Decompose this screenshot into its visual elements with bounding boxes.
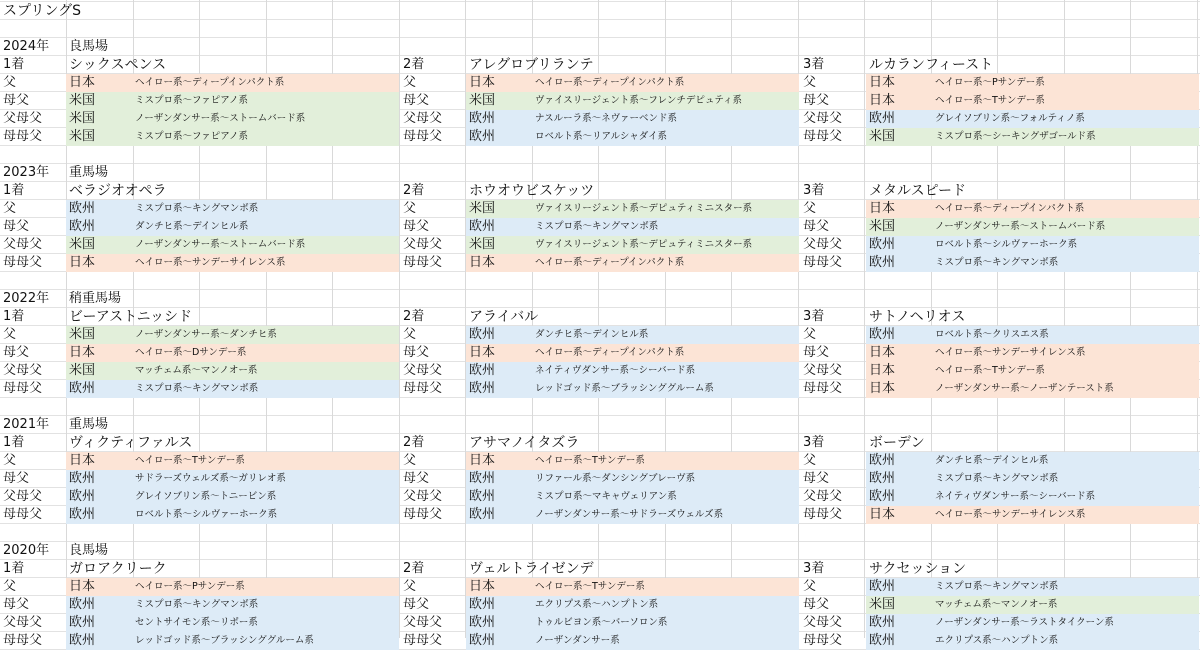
placing-label: 2着	[403, 435, 425, 450]
region-cell: 欧州	[869, 615, 896, 630]
region-cell: 欧州	[69, 219, 96, 234]
region-cell: 日本	[869, 75, 896, 90]
region-cell: 日本	[469, 75, 496, 90]
sire-line-cell: ダンチヒ系～デインヒル系	[935, 455, 1049, 466]
pedigree-relation: 母父	[403, 345, 430, 360]
sire-line-cell: サドラーズウェルズ系～ガリレオ系	[135, 473, 286, 484]
region-cell: 欧州	[869, 633, 896, 648]
track-condition: 重馬場	[69, 417, 109, 432]
region-cell: 欧州	[69, 597, 96, 612]
placing-label: 2着	[403, 183, 425, 198]
region-cell: 欧州	[869, 111, 896, 126]
sire-line-cell: ロベルト系～リアルシャダイ系	[535, 131, 668, 142]
pedigree-relation: 父	[3, 327, 17, 342]
pedigree-relation: 母母父	[803, 255, 843, 270]
pedigree-relation: 母母父	[3, 255, 43, 270]
pedigree-relation: 父	[403, 579, 417, 594]
pedigree-relation: 父母父	[3, 363, 43, 378]
sire-line-cell: ネイティヴダンサー系～シーバード系	[535, 365, 696, 376]
track-condition: 良馬場	[69, 39, 109, 54]
horse-name: ルカランフィースト	[869, 57, 994, 73]
region-cell: 日本	[69, 453, 96, 468]
pedigree-relation: 母父	[403, 597, 430, 612]
placing-label: 3着	[803, 561, 825, 576]
row-gridline	[0, 289, 1200, 290]
sire-line-cell: ミスプロ系～キングマンボ系	[935, 581, 1059, 592]
horse-name: ガロアクリーク	[69, 561, 167, 577]
sire-line-cell: ミスプロ系～キングマンボ系	[135, 599, 259, 610]
pedigree-relation: 母父	[803, 93, 830, 108]
pedigree-relation: 父	[803, 201, 817, 216]
sire-line-cell: ダンチヒ系～デインヒル系	[535, 329, 649, 340]
pedigree-relation: 父	[803, 453, 817, 468]
region-cell: 日本	[869, 93, 896, 108]
horse-name: アレグロブリランテ	[469, 57, 594, 73]
sire-line-cell: ナスルーラ系～ネヴァーベンド系	[535, 113, 678, 124]
pedigree-relation: 父母父	[3, 237, 43, 252]
sire-line-cell: レッドゴッド系～ブラッシンググルーム系	[135, 635, 314, 646]
region-cell: 欧州	[869, 471, 896, 486]
region-cell: 米国	[69, 129, 96, 144]
year-label: 2020年	[3, 543, 50, 558]
region-cell: 欧州	[469, 363, 496, 378]
sire-line-cell: ヘイロー系～Tサンデー系	[935, 365, 1045, 376]
horse-name: サトノヘリオス	[869, 309, 966, 325]
pedigree-relation: 母父	[3, 471, 30, 486]
horse-name: ホウオウビスケッツ	[469, 183, 595, 199]
sire-line-cell: ロベルト系～クリスエス系	[935, 329, 1049, 340]
sire-line-cell: リファール系～ダンシングブレーヴ系	[535, 473, 696, 484]
sire-line-cell: ヘイロー系～Pサンデー系	[135, 581, 245, 592]
placing-label: 3着	[803, 435, 825, 450]
pedigree-relation: 父母父	[403, 363, 443, 378]
region-cell: 日本	[469, 255, 496, 270]
placing-label: 1着	[3, 435, 25, 450]
region-cell: 欧州	[469, 381, 496, 396]
pedigree-relation: 母父	[803, 471, 830, 486]
sire-line-cell: ヘイロー系～Tサンデー系	[535, 581, 645, 592]
placing-label: 2着	[403, 57, 425, 72]
pedigree-relation: 父母父	[403, 489, 443, 504]
pedigree-relation: 母父	[3, 93, 30, 108]
sire-line-cell: ヘイロー系～Pサンデー系	[935, 77, 1045, 88]
region-cell: 日本	[69, 579, 96, 594]
row-gridline	[0, 19, 1200, 20]
pedigree-relation: 母母父	[803, 381, 843, 396]
region-cell: 日本	[869, 363, 896, 378]
pedigree-relation: 父	[3, 579, 17, 594]
sire-line-cell: ノーザンダンサー系	[535, 635, 620, 646]
sire-line-cell: マッチェム系～マンノオー系	[935, 599, 1058, 610]
pedigree-relation: 父母父	[803, 615, 843, 630]
sire-line-cell: ヘイロー系～ディープインパクト系	[535, 347, 685, 358]
region-cell: 米国	[69, 363, 96, 378]
pedigree-relation: 母母父	[3, 129, 43, 144]
pedigree-relation: 父母父	[403, 111, 443, 126]
pedigree-relation: 母母父	[403, 255, 443, 270]
sire-line-cell: ヘイロー系～ディープインパクト系	[135, 77, 285, 88]
sire-line-cell: ミスプロ系～キングマンボ系	[935, 257, 1059, 268]
sire-line-cell: ロベルト系～シルヴァーホーク系	[135, 509, 278, 520]
horse-name: ヴィクティファルス	[69, 435, 193, 451]
pedigree-relation: 母父	[803, 345, 830, 360]
sire-line-cell: ヘイロー系～サンデーサイレンス系	[935, 509, 1086, 520]
placing-label: 2着	[403, 561, 425, 576]
pedigree-relation: 母母父	[403, 507, 443, 522]
region-cell: 米国	[69, 111, 96, 126]
region-cell: 日本	[469, 453, 496, 468]
sire-line-cell: ノーザンダンサー系～ストームバード系	[135, 113, 306, 124]
pedigree-relation: 母母父	[403, 129, 443, 144]
pedigree-relation: 父	[403, 453, 417, 468]
pedigree-relation: 父	[403, 75, 417, 90]
region-cell: 欧州	[69, 633, 96, 648]
region-cell: 欧州	[869, 453, 896, 468]
pedigree-relation: 母父	[403, 471, 430, 486]
horse-name: アライバル	[469, 309, 539, 325]
sire-line-cell: ヘイロー系～Tサンデー系	[135, 455, 245, 466]
pedigree-relation: 母父	[3, 597, 30, 612]
sire-line-cell: マッチェム系～マンノオー系	[135, 365, 258, 376]
row-gridline	[0, 55, 1200, 56]
sire-line-cell: ロベルト系～シルヴァーホーク系	[935, 239, 1078, 250]
sire-line-cell: ヘイロー系～Tサンデー系	[535, 455, 645, 466]
region-cell: 日本	[869, 381, 896, 396]
placing-label: 2着	[403, 309, 425, 324]
region-cell: 欧州	[69, 471, 96, 486]
sire-line-cell: ダンチヒ系～デインヒル系	[135, 221, 249, 232]
sire-line-cell: ヴァイスリージェント系～フレンチデピュティ系	[535, 95, 743, 106]
pedigree-relation: 父母父	[803, 111, 843, 126]
pedigree-relation: 父母父	[3, 489, 43, 504]
region-cell: 日本	[469, 345, 496, 360]
pedigree-relation: 母母父	[803, 633, 843, 648]
sire-line-cell: ヘイロー系～サンデーサイレンス系	[935, 347, 1086, 358]
region-cell: 米国	[869, 129, 896, 144]
sire-line-cell: ミスプロ系～マキャヴェリアン系	[535, 491, 677, 502]
region-cell: 欧州	[869, 237, 896, 252]
column-gridline	[864, 0, 865, 638]
sire-line-cell: エクリプス系～ハンプトン系	[535, 599, 659, 610]
region-cell: 欧州	[869, 327, 896, 342]
pedigree-relation: 母母父	[3, 381, 43, 396]
pedigree-relation: 父	[803, 75, 817, 90]
track-condition: 良馬場	[69, 543, 109, 558]
region-cell: 欧州	[69, 615, 96, 630]
sire-line-cell: ヴァイスリージェント系～デピュティミニスター系	[535, 203, 753, 214]
region-cell: 欧州	[869, 579, 896, 594]
horse-name: アサマノイタズラ	[469, 435, 580, 451]
horse-name: シックスペンス	[69, 57, 167, 73]
placing-label: 1着	[3, 183, 25, 198]
pedigree-relation: 父母父	[803, 363, 843, 378]
horse-name: ビーアストニッシド	[69, 309, 193, 325]
placing-label: 1着	[3, 561, 25, 576]
region-cell: 米国	[69, 237, 96, 252]
sire-line-cell: ミスプロ系～シーキングザゴールド系	[935, 131, 1096, 142]
region-cell: 米国	[869, 597, 896, 612]
sire-line-cell: ノーザンダンサー系～ラストタイクーン系	[935, 617, 1114, 628]
row-gridline	[0, 541, 1200, 542]
sire-line-cell: ミスプロ系～キングマンボ系	[535, 221, 659, 232]
placing-label: 1着	[3, 57, 25, 72]
region-cell: 米国	[869, 219, 896, 234]
pedigree-relation: 父母父	[803, 489, 843, 504]
horse-name: ボーデン	[869, 435, 925, 451]
region-cell: 欧州	[469, 597, 496, 612]
row-gridline	[0, 37, 1200, 38]
placing-label: 3着	[803, 57, 825, 72]
region-cell: 日本	[69, 345, 96, 360]
region-cell: 欧州	[469, 111, 496, 126]
region-cell: 米国	[469, 93, 496, 108]
row-gridline	[0, 415, 1200, 416]
sire-line-cell: レッドゴッド系～ブラッシンググルーム系	[535, 383, 714, 394]
pedigree-relation: 母母父	[803, 129, 843, 144]
horse-name: ベラジオオペラ	[69, 183, 167, 199]
horse-name: ヴェルトライゼンデ	[469, 561, 594, 577]
pedigree-relation: 母母父	[803, 507, 843, 522]
pedigree-relation: 父母父	[803, 237, 843, 252]
pedigree-relation: 母父	[803, 597, 830, 612]
region-cell: 米国	[469, 237, 496, 252]
sire-line-cell: ノーザンダンサー系～ストームバード系	[935, 221, 1106, 232]
pedigree-relation: 父母父	[403, 237, 443, 252]
region-cell: 米国	[69, 327, 96, 342]
sire-line-cell: トゥルビヨン系～バーソロン系	[535, 617, 668, 628]
sire-line-cell: ヘイロー系～ディープインパクト系	[535, 77, 685, 88]
year-label: 2024年	[3, 39, 50, 54]
region-cell: 欧州	[469, 633, 496, 648]
sire-line-cell: ヘイロー系～Dサンデー系	[135, 347, 247, 358]
sire-line-cell: ヴァイスリージェント系～デピュティミニスター系	[535, 239, 753, 250]
region-cell: 欧州	[469, 219, 496, 234]
pedigree-relation: 父母父	[3, 615, 43, 630]
row-gridline	[0, 559, 1200, 560]
pedigree-relation: 父	[3, 201, 17, 216]
region-cell: 日本	[869, 345, 896, 360]
sire-line-cell: ミスプロ系～キングマンボ系	[935, 473, 1059, 484]
sire-line-cell: ノーザンダンサー系～ダンチヒ系	[135, 329, 277, 340]
placing-label: 1着	[3, 309, 25, 324]
pedigree-relation: 母父	[403, 93, 430, 108]
column-gridline	[399, 0, 400, 638]
sire-line-cell: ミスプロ系～ファピアノ系	[135, 95, 249, 106]
sire-line-cell: エクリプス系～ハンプトン系	[935, 635, 1059, 646]
sire-line-cell: ノーザンダンサー系～ノーザンテースト系	[935, 383, 1114, 394]
pedigree-relation: 母父	[403, 219, 430, 234]
horse-name: メタルスピード	[869, 183, 967, 199]
pedigree-relation: 父	[403, 327, 417, 342]
region-cell: 日本	[69, 255, 96, 270]
sire-line-cell: ヘイロー系～Tサンデー系	[935, 95, 1045, 106]
year-label: 2023年	[3, 165, 50, 180]
pedigree-relation: 母父	[803, 219, 830, 234]
pedigree-relation: 母母父	[3, 507, 43, 522]
region-cell: 欧州	[469, 489, 496, 504]
pedigree-relation: 母母父	[3, 633, 43, 648]
sire-line-cell: ミスプロ系～キングマンボ系	[135, 203, 259, 214]
sire-line-cell: ヘイロー系～ディープインパクト系	[535, 257, 685, 268]
pedigree-relation: 母母父	[403, 381, 443, 396]
sire-line-cell: ミスプロ系～ファピアノ系	[135, 131, 249, 142]
pedigree-relation: 父	[403, 201, 417, 216]
region-cell: 日本	[469, 579, 496, 594]
region-cell: 欧州	[469, 471, 496, 486]
region-cell: 欧州	[69, 381, 96, 396]
horse-name: サクセッション	[869, 561, 967, 577]
pedigree-relation: 父	[803, 579, 817, 594]
region-cell: 米国	[469, 201, 496, 216]
sire-line-cell: セントサイモン系～リボー系	[135, 617, 258, 628]
sire-line-cell: ネイティヴダンサー系～シーバード系	[935, 491, 1096, 502]
region-cell: 欧州	[469, 507, 496, 522]
row-gridline	[0, 1, 1200, 2]
pedigree-relation: 父母父	[403, 615, 443, 630]
region-cell: 欧州	[869, 489, 896, 504]
placing-label: 3着	[803, 183, 825, 198]
pedigree-relation: 父	[3, 453, 17, 468]
region-cell: 日本	[869, 201, 896, 216]
sheet-title: スプリングS	[3, 3, 82, 19]
row-gridline	[0, 163, 1200, 164]
pedigree-relation: 母父	[3, 219, 30, 234]
placing-label: 3着	[803, 309, 825, 324]
sire-line-cell: ヘイロー系～ディープインパクト系	[935, 203, 1085, 214]
region-cell: 米国	[69, 93, 96, 108]
sire-line-cell: ミスプロ系～キングマンボ系	[135, 383, 259, 394]
year-label: 2022年	[3, 291, 50, 306]
track-condition: 重馬場	[69, 165, 109, 180]
pedigree-relation: 母父	[3, 345, 30, 360]
year-label: 2021年	[3, 417, 50, 432]
region-fill	[466, 632, 799, 650]
sire-line-cell: ノーザンダンサー系～ストームバード系	[135, 239, 306, 250]
region-cell: 欧州	[469, 327, 496, 342]
pedigree-relation: 母母父	[403, 633, 443, 648]
region-cell: 欧州	[69, 201, 96, 216]
sire-line-cell: ノーザンダンサー系～サドラーズウェルズ系	[535, 509, 724, 520]
pedigree-relation: 父母父	[3, 111, 43, 126]
region-cell: 日本	[69, 75, 96, 90]
sire-line-cell: ヘイロー系～サンデーサイレンス系	[135, 257, 286, 268]
region-cell: 欧州	[69, 489, 96, 504]
pedigree-relation: 父	[3, 75, 17, 90]
region-cell: 欧州	[869, 255, 896, 270]
region-cell: 欧州	[469, 615, 496, 630]
region-cell: 欧州	[469, 129, 496, 144]
region-cell: 日本	[869, 507, 896, 522]
sire-line-cell: グレイソブリン系～フォルティノ系	[935, 113, 1085, 124]
pedigree-relation: 父	[803, 327, 817, 342]
sire-line-cell: グレイソブリン系～トニービン系	[135, 491, 277, 502]
track-condition: 稍重馬場	[69, 291, 122, 306]
region-cell: 欧州	[69, 507, 96, 522]
row-gridline	[0, 181, 1200, 182]
